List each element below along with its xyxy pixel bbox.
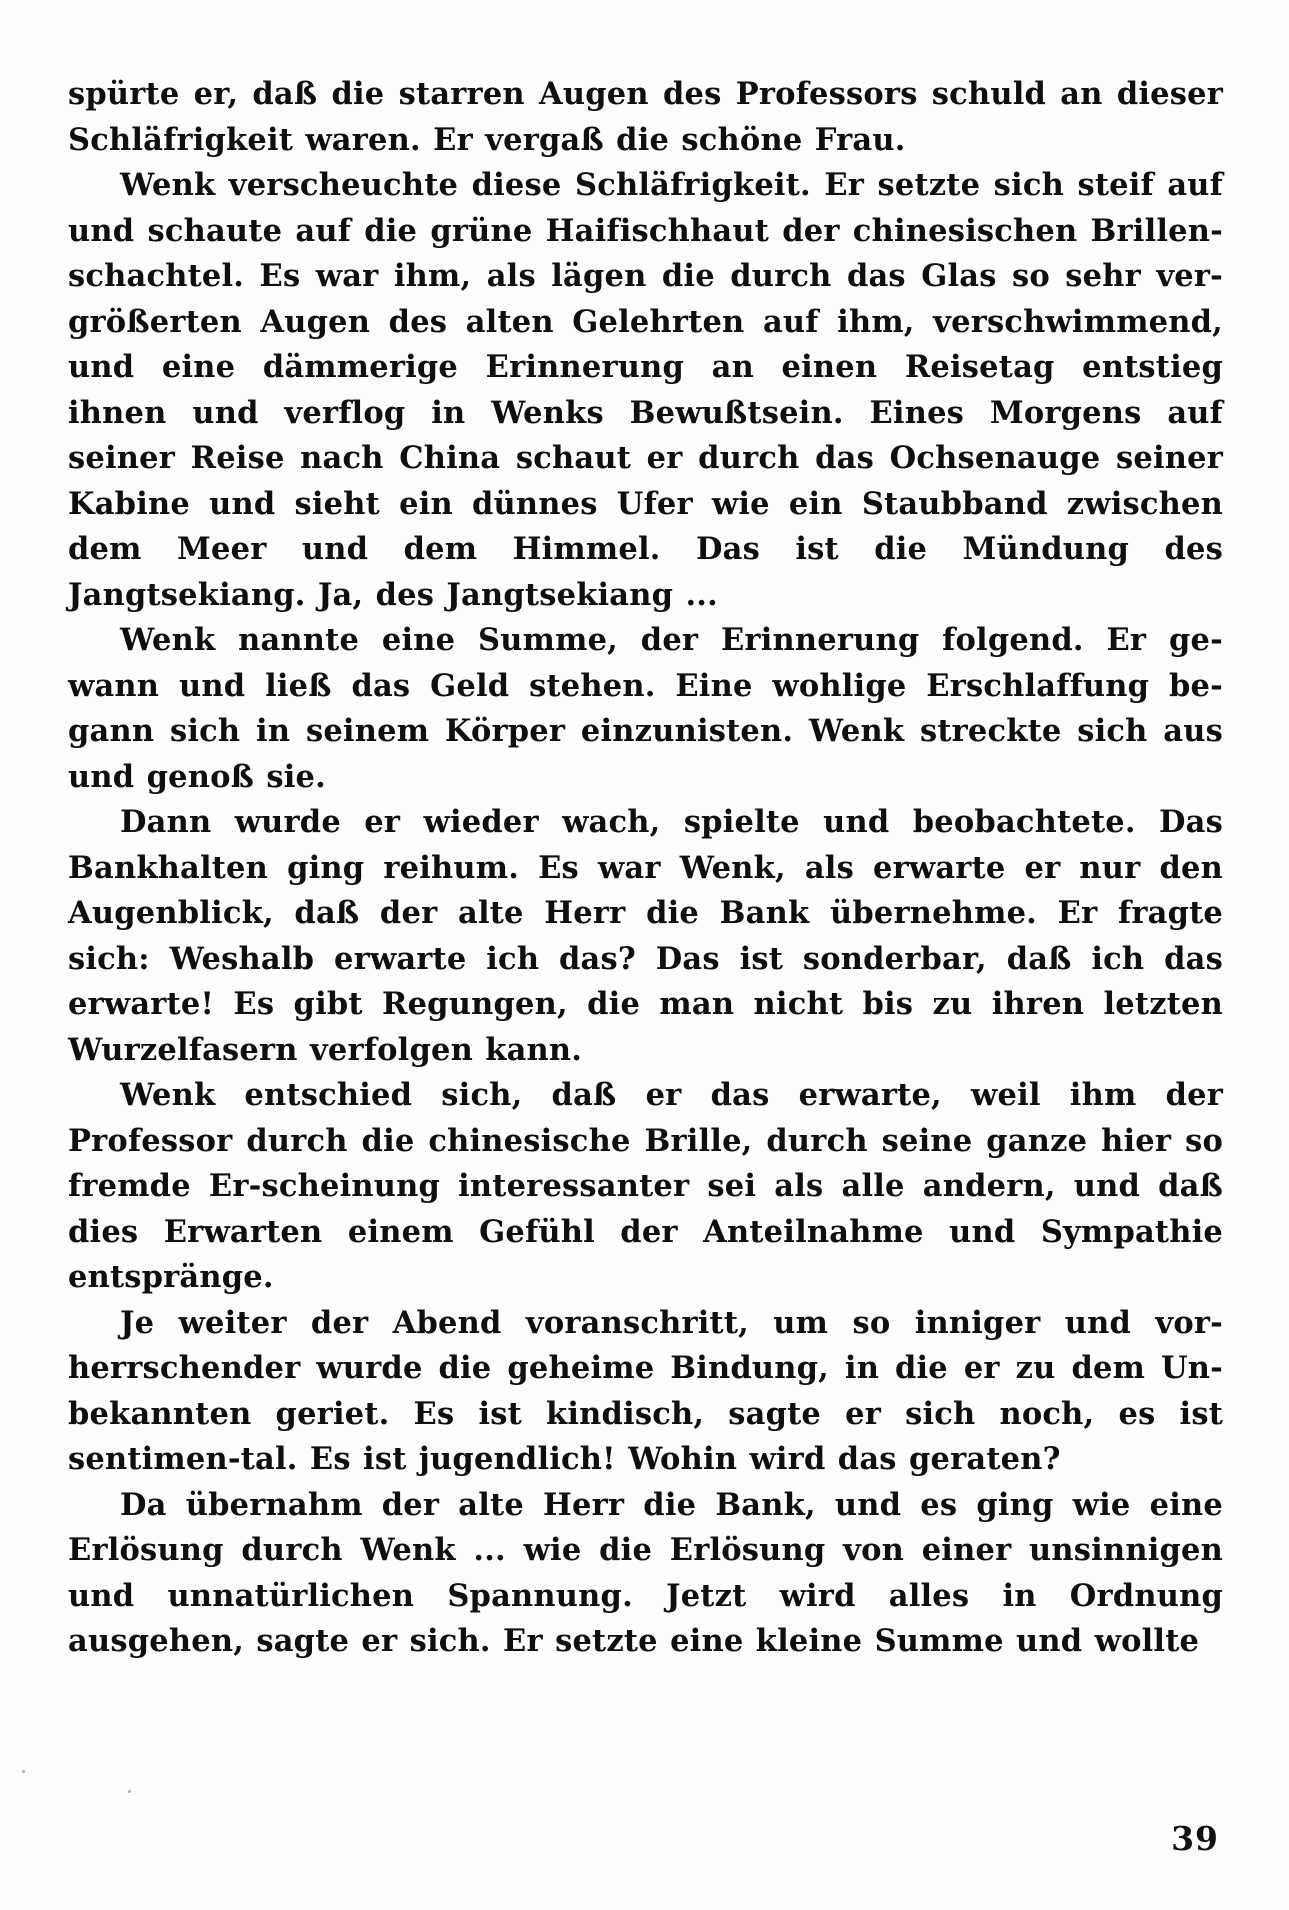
body-text xyxy=(68,72,1223,1665)
paragraph: Wenk verscheuchte diese Schläfrigkeit. Er setzte sich steif auf und schaute auf die grüne Haifischhaut der chinesischen Brillen‐schachtel. Es war ihm, als lägen die durch das Glas so sehr ver‐größerten Augen des alten Gelehrten auf ihm, verschwimmend, und eine dämmerige Erinnerung an einen Reisetag entstieg ihnen und verflog in Wenks Bewußtsein. Eines Morgens auf seiner Reise nach China schaut er durch das Ochsenauge seiner Kabine und sieht ein dünnes Ufer wie ein Staubband zwischen dem Meer und dem Himmel. Das ist die Mündung des Jangtsekiang. Ja, des Jangtsekiang ... xyxy=(68,167,1223,613)
paragraph: Je weiter der Abend voranschritt, um so inniger und vor‐herrschender wurde die geheime Bindung, in die er zu dem Un‐bekannten geriet. Es ist kindisch, sagte er sich noch, es ist sentimen‐tal. Es ist jugendlich! Wohin wird das geraten? xyxy=(68,1304,1223,1477)
paragraph: Dann wurde er wieder wach, spielte und beobachtete. Das Bankhalten ging reihum. Es war Wenk, als erwarte er nur den Augenblick, daß der alte Herr die Bank übernehme. Er fragte sich: Weshalb erwarte ich das? Das ist sonderbar, daß ich das erwarte! Es gibt Regungen, die man nicht bis zu ihren letzten Wurzelfasern verfolgen kann. xyxy=(68,804,1223,1068)
page-number: 39 xyxy=(1171,1819,1219,1858)
paper-speck xyxy=(128,1790,131,1793)
paragraph: Wenk entschied sich, daß er das erwarte, weil ihm der Professor durch die chinesische Brille, durch seine ganze hier so fremde Er‐scheinung interessanter sei als alle andern, und daß dies Erwarten einem Gefühl der Anteilnahme und Sympathie entspränge. xyxy=(68,1077,1223,1295)
paper-speck xyxy=(22,1770,25,1773)
paragraph: Da übernahm der alte Herr die Bank, und es ging wie eine Erlösung durch Wenk ... wie die Erlösung von einer unsinnigen und unnatürlichen Spannung. Jetzt wird alles in Ordnung ausgehen, sagte er sich. Er setzte eine kleine Summe und wollte xyxy=(68,1486,1223,1659)
paragraph: spürte er, daß die starren Augen des Professors schuld an dieser Schläfrigkeit waren. Er vergaß die schöne Frau. xyxy=(68,76,1223,158)
paragraph: Wenk nannte eine Summe, der Erinnerung folgend. Er ge‐wann und ließ das Geld stehen. Eine wohlige Erschlaffung be‐gann sich in seinem Körper einzunisten. Wenk streckte sich aus und genoß sie. xyxy=(68,622,1223,795)
